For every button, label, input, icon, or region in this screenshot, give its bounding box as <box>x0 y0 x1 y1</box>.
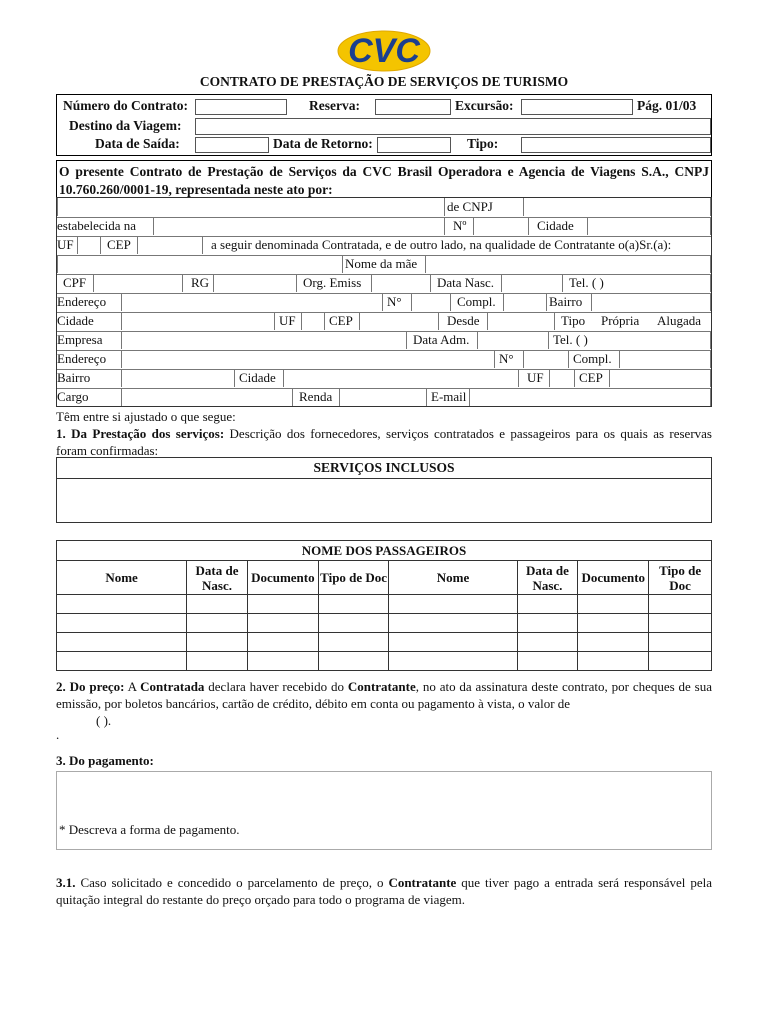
cell[interactable] <box>649 633 712 652</box>
section-2-dot: . <box>56 727 60 742</box>
excursao-label: Excursão: <box>455 98 514 113</box>
col-data-nasc: Data de Nasc. <box>187 561 248 595</box>
cell[interactable] <box>578 633 649 652</box>
col-documento: Documento <box>578 561 649 595</box>
table-row <box>57 652 712 671</box>
numero-field[interactable] <box>195 99 287 115</box>
tipo-field[interactable] <box>521 137 711 153</box>
renda-label: Renda <box>299 389 333 404</box>
endereco-empresa-field[interactable] <box>153 217 445 235</box>
page-title: CONTRATO DE PRESTAÇÃO DE SERVIÇOS DE TURISMO <box>199 74 569 89</box>
cpf-field[interactable] <box>93 274 183 292</box>
email-label: E-mail <box>431 389 467 404</box>
cell[interactable] <box>318 614 389 633</box>
section-2-text: declara haver recebido do <box>204 679 348 694</box>
form-row <box>57 388 711 407</box>
table-row <box>57 633 712 652</box>
form-row <box>57 312 711 332</box>
cell[interactable] <box>187 595 248 614</box>
contratante-intro: a seguir denominada Contratada, e de outro lado, na qualidade de Contratante o(a)Sr.(a): <box>211 237 672 252</box>
contratante-name-field[interactable] <box>57 255 343 273</box>
cell[interactable] <box>649 595 712 614</box>
contratante-term: Contratante <box>347 679 416 694</box>
col-data-nasc: Data de Nasc. <box>517 561 578 595</box>
form-row <box>57 331 711 351</box>
cell[interactable] <box>57 595 187 614</box>
form-row <box>57 236 711 256</box>
section-2 <box>56 678 712 712</box>
endereco-field[interactable] <box>121 293 383 311</box>
section-3-1-num: 3.1. <box>56 875 76 890</box>
col-tipo-doc: Tipo de Doc <box>318 561 389 595</box>
uf-label: UF <box>57 237 74 252</box>
saida-field[interactable] <box>195 137 269 153</box>
nome-mae-field[interactable] <box>425 255 711 273</box>
numero-field[interactable] <box>411 293 451 311</box>
cell[interactable] <box>578 614 649 633</box>
nome-mae-label: Nome da mãe <box>345 256 418 271</box>
cell[interactable] <box>517 633 578 652</box>
numero-label: Nº <box>453 218 467 233</box>
form-row <box>57 369 711 389</box>
cep-field[interactable] <box>609 369 711 387</box>
bairro-label: Bairro <box>57 370 91 385</box>
cell[interactable] <box>578 652 649 671</box>
col-nome: Nome <box>57 561 187 595</box>
cell[interactable] <box>649 652 712 671</box>
col-tipo-doc: Tipo de Doc <box>649 561 712 595</box>
contratante-term: Contratante <box>388 875 457 890</box>
pagina-label: Pág. 01/03 <box>637 98 697 113</box>
col-documento: Documento <box>247 561 318 595</box>
estabelecida-label: estabelecida na <box>57 218 137 233</box>
cell[interactable] <box>517 595 578 614</box>
compl-field[interactable] <box>619 350 711 368</box>
section-3-1-text: Caso solicitado e concedido o parcelamento de preço, o <box>75 875 389 890</box>
contratada-term: Contratada <box>140 679 205 694</box>
tel-field[interactable] <box>627 274 711 292</box>
propria-option[interactable]: Própria <box>601 313 640 328</box>
cell[interactable] <box>57 652 187 671</box>
cell[interactable] <box>578 595 649 614</box>
cell[interactable] <box>517 614 578 633</box>
uf-field[interactable] <box>549 369 575 387</box>
section-3-1-text: que tiver pago a entrada será responsável pela quitação integral do restante do preço orçado para todo o programa de viagem. <box>56 875 712 907</box>
cidade-label: Cidade <box>57 313 94 328</box>
cep-label: CEP <box>579 370 603 385</box>
saida-label: Data de Saída: <box>95 136 180 151</box>
cvc-logo <box>336 24 432 74</box>
desde-field[interactable] <box>487 312 555 330</box>
numero-field[interactable] <box>473 217 529 235</box>
cell[interactable] <box>187 614 248 633</box>
form-row <box>57 293 711 313</box>
form-row <box>57 255 711 275</box>
svg-text:CVC: CVC <box>348 32 420 70</box>
cell[interactable] <box>247 595 318 614</box>
tel-field[interactable] <box>627 331 711 349</box>
numero-label: N° <box>499 351 514 366</box>
cep-field[interactable] <box>359 312 439 330</box>
cidade-label: Cidade <box>239 370 276 385</box>
destino-field[interactable] <box>195 118 711 135</box>
bairro-field[interactable] <box>591 293 711 311</box>
section-2-text: , no ato da assinatura deste contrato, por cheques de sua emissão, por boletos bancários, cartão de crédito, débito em conta ou pagamento à vista, o valor de <box>56 679 712 711</box>
passengers-title: NOME DOS PASSAGEIROS <box>57 541 712 561</box>
section-2-text: A <box>124 679 141 694</box>
intro-text: O presente Contrato de Prestação de Serviços da CVC Brasil Operadora e Agencia de Viagens S.A., CNPJ 10.760.260/0001-19, representada neste ato por: <box>56 160 712 198</box>
compl-label: Compl. <box>457 294 496 309</box>
cidade-label: Cidade <box>537 218 574 233</box>
rg-label: RG <box>191 275 210 290</box>
cargo-field[interactable] <box>121 388 293 406</box>
empresa-label: Empresa <box>57 332 103 347</box>
data-nasc-label: Data Nasc. <box>437 275 495 290</box>
org-emiss-field[interactable] <box>371 274 431 292</box>
tel-label: Tel. ( ) <box>553 332 588 347</box>
cell[interactable] <box>389 633 517 652</box>
reserva-label: Reserva: <box>309 98 360 113</box>
desde-label: Desde <box>447 313 480 328</box>
cidade-field[interactable] <box>121 312 275 330</box>
cargo-label: Cargo <box>57 389 89 404</box>
form-row <box>57 198 711 218</box>
section-1-title: 1. Da Prestação dos serviços: <box>56 426 225 441</box>
rg-field[interactable] <box>213 274 297 292</box>
compl-field[interactable] <box>503 293 547 311</box>
cnpj-field[interactable] <box>523 198 711 216</box>
data-adm-label: Data Adm. <box>413 332 470 347</box>
col-nome: Nome <box>389 561 517 595</box>
cpf-label: CPF <box>63 275 87 290</box>
cell[interactable] <box>649 614 712 633</box>
endereco-field[interactable] <box>121 350 495 368</box>
pagamento-note: * Descreva a forma de pagamento. <box>59 822 240 837</box>
tel-label: Tel. ( ) <box>569 275 604 290</box>
cep-label: CEP <box>329 313 353 328</box>
bairro-field[interactable] <box>121 369 235 387</box>
org-emiss-label: Org. Emiss <box>303 275 362 290</box>
contract-header <box>56 94 712 156</box>
cell[interactable] <box>318 652 389 671</box>
de-cnpj-label: de CNPJ <box>447 199 493 214</box>
form-row <box>57 350 711 370</box>
pagamento-box[interactable] <box>56 771 712 850</box>
data-adm-field[interactable] <box>477 331 549 349</box>
cep-field[interactable] <box>137 236 203 254</box>
cell[interactable] <box>318 633 389 652</box>
cidade-field[interactable] <box>587 217 711 235</box>
excursao-field[interactable] <box>521 99 633 115</box>
cidade-field[interactable] <box>283 369 519 387</box>
cell[interactable] <box>57 614 187 633</box>
cell[interactable] <box>187 652 248 671</box>
ajustado-text: Têm entre si ajustado o que segue: <box>56 409 236 424</box>
servicos-title: SERVIÇOS INCLUSOS <box>57 458 711 479</box>
uf-field[interactable] <box>301 312 325 330</box>
section-3-title: 3. Do pagamento: <box>56 753 154 768</box>
retorno-label: Data de Retorno: <box>273 136 373 151</box>
bairro-label: Bairro <box>549 294 583 309</box>
endereco-label: Endereço <box>57 294 107 309</box>
cep-label: CEP <box>107 237 131 252</box>
cell[interactable] <box>318 595 389 614</box>
empresa-field[interactable] <box>121 331 407 349</box>
alugada-option[interactable]: Alugada <box>657 313 702 328</box>
tipo-label: Tipo <box>561 313 586 328</box>
cell[interactable] <box>187 633 248 652</box>
table-row <box>57 614 712 633</box>
contratada-name-field[interactable] <box>57 198 445 216</box>
section-1 <box>56 425 712 459</box>
destino-label: Destino da Viagem: <box>69 118 182 133</box>
passengers-table <box>56 540 712 671</box>
cell[interactable] <box>389 595 517 614</box>
compl-label: Compl. <box>573 351 612 366</box>
cell[interactable] <box>57 633 187 652</box>
tipo-label: Tipo: <box>467 136 499 151</box>
retorno-field[interactable] <box>377 137 451 153</box>
data-nasc-field[interactable] <box>501 274 563 292</box>
cell[interactable] <box>389 652 517 671</box>
reserva-field[interactable] <box>375 99 451 115</box>
section-3-1 <box>56 874 712 908</box>
uf-field[interactable] <box>77 236 101 254</box>
section-2-title: 2. Do preço: <box>56 679 125 694</box>
numero-label: Número do Contrato: <box>63 98 188 113</box>
endereco-label: Endereço <box>57 351 107 366</box>
numero-field[interactable] <box>523 350 569 368</box>
form-row <box>57 274 711 294</box>
cell[interactable] <box>247 614 318 633</box>
cell[interactable] <box>247 652 318 671</box>
cell[interactable] <box>389 614 517 633</box>
valor-paren: ( ). <box>96 713 112 728</box>
numero-label: N° <box>387 294 402 309</box>
section-1-text: Descrição dos fornecedores, serviços contratados e passageiros para os quais as reservas foram confirmadas: <box>56 426 712 458</box>
email-field[interactable] <box>469 388 711 406</box>
table-row <box>57 595 712 614</box>
cell[interactable] <box>247 633 318 652</box>
uf-label: UF <box>279 313 296 328</box>
renda-field[interactable] <box>339 388 427 406</box>
form-row <box>57 217 711 237</box>
parties-form <box>56 197 712 407</box>
servicos-box[interactable] <box>56 457 712 523</box>
uf-label: UF <box>527 370 544 385</box>
cell[interactable] <box>517 652 578 671</box>
